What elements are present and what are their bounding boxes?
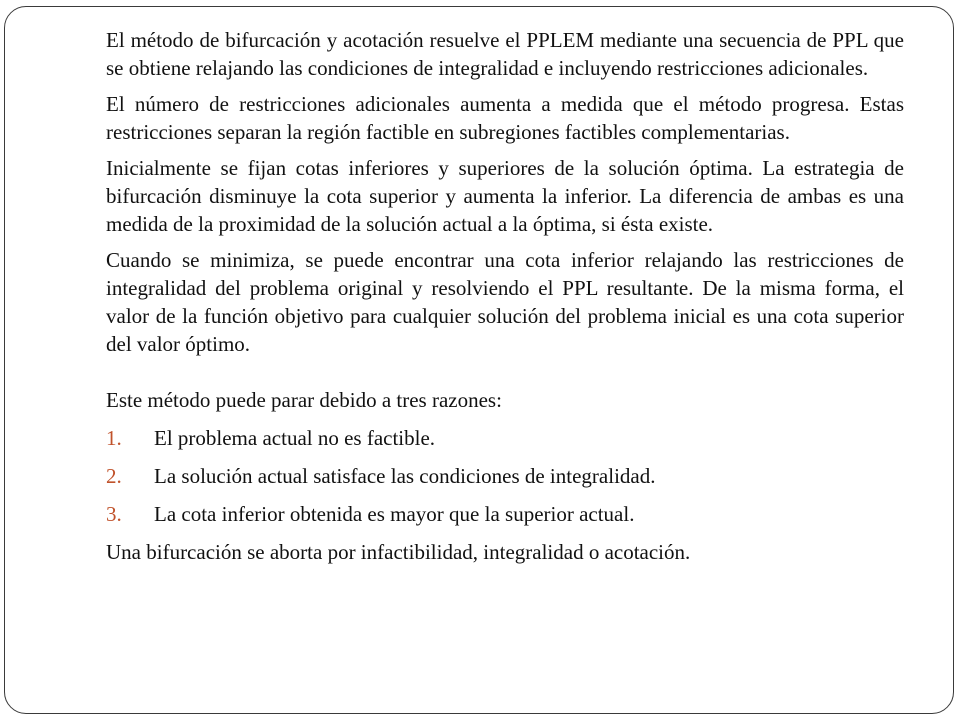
paragraph-additional-restrictions: El número de restricciones adicionales aumenta a medida que el método progresa. Estas restricciones separan la región factible en subregiones factibles complementarias. — [106, 92, 904, 144]
list-item-text: El problema actual no es factible. — [154, 426, 436, 450]
list-item-text: La cota inferior obtenida es mayor que la superior actual. — [154, 502, 635, 526]
list-item — [106, 500, 904, 528]
list-item — [106, 462, 904, 490]
paragraph-minimization: Cuando se minimiza, se puede encontrar una cota inferior relajando las restricciones de integralidad del problema original y resolviendo el PPL resultante. De la misma forma, el valor de la función objetivo para cualquier solución del problema inicial es una cota superior del valor óptimo. — [106, 248, 904, 356]
list-item-text: La solución actual satisface las condiciones de integralidad. — [154, 464, 656, 488]
paragraph-method-description: El método de bifurcación y acotación resuelve el PPLEM mediante una secuencia de PPL que se obtiene relajando las condiciones de integralidad e incluyendo restricciones adicionales. — [106, 28, 904, 80]
closing-statement: Una bifurcación se aborta por infactibilidad, integralidad o acotación. — [106, 540, 691, 564]
list-item — [106, 424, 904, 452]
stop-reasons-list — [106, 424, 904, 528]
paragraph-bounds: Inicialmente se fijan cotas inferiores y superiores de la solución óptima. La estrategia de bifurcación disminuye la cota superior y aumenta la inferior. La diferencia de ambas es una medida de la proximidad de la solución actual a la óptima, si ésta existe. — [106, 156, 904, 236]
list-item-number: 3. — [106, 502, 122, 526]
stop-reasons-intro: Este método puede parar debido a tres razones: — [106, 388, 502, 412]
list-item-number: 1. — [106, 426, 122, 450]
list-item-number: 2. — [106, 464, 122, 488]
slide-content — [106, 26, 904, 566]
